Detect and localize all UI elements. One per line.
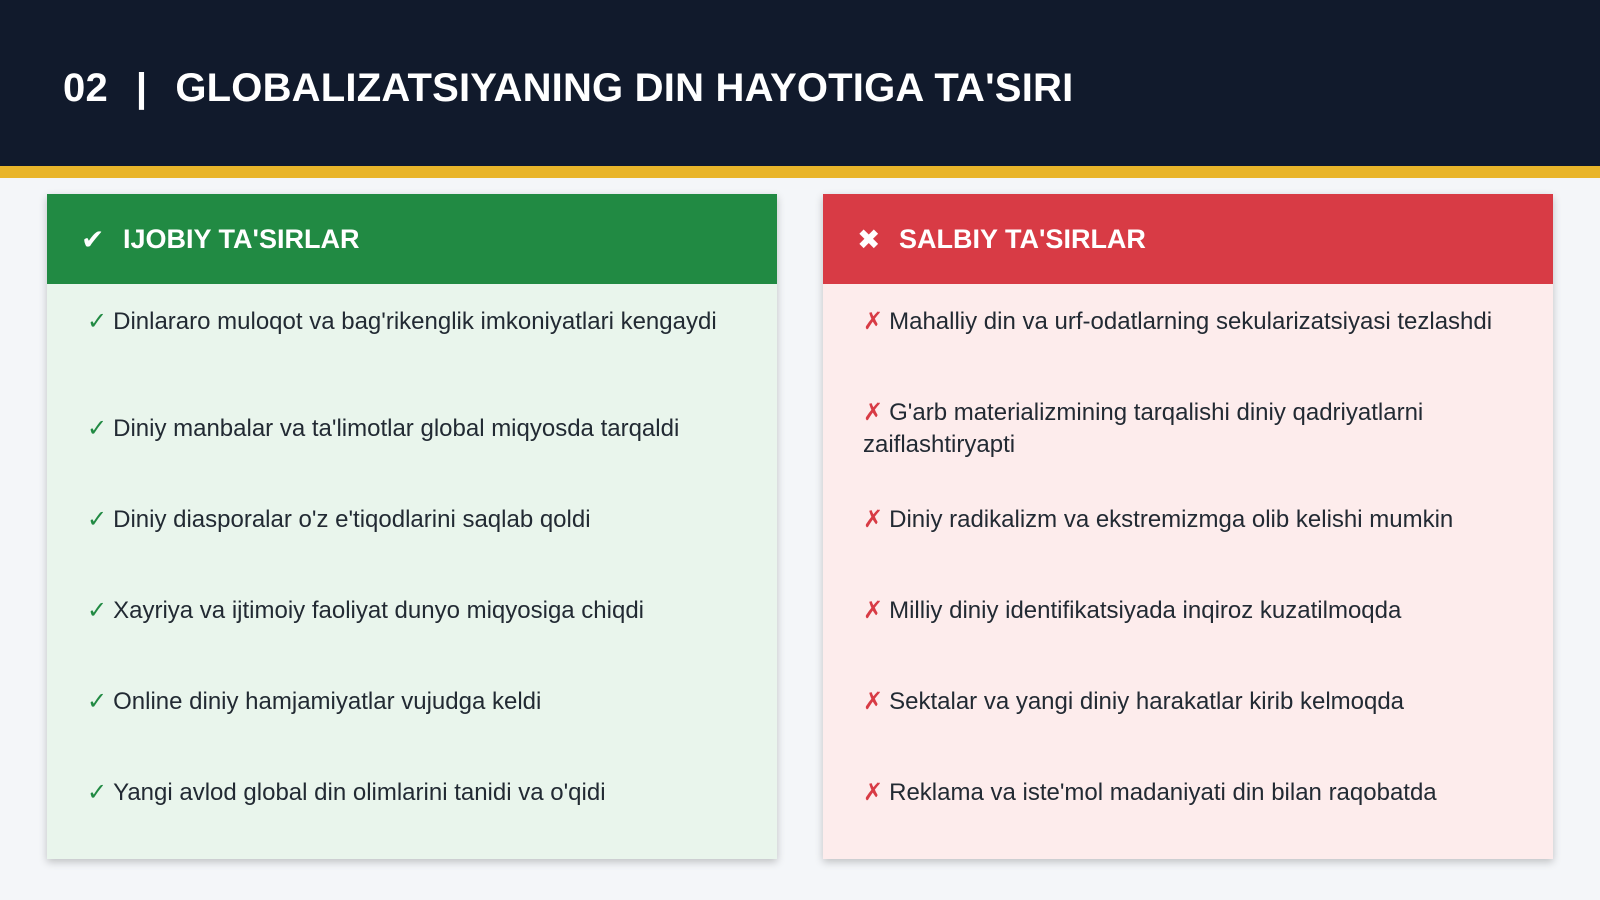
- list-item: ✗ Sektalar va yangi diniy harakatlar kirib kelmoqda: [863, 688, 1405, 715]
- check-icon: ✔: [81, 223, 105, 255]
- list-item: ✗ Milliy diniy identifikatsiyada inqiroz kuzatilmoqda: [863, 597, 1402, 624]
- x-mark-icon: ✗: [863, 399, 884, 426]
- check-mark-icon: ✓: [87, 688, 108, 715]
- check-mark-icon: ✓: [87, 415, 108, 442]
- title-separator: |: [135, 65, 148, 110]
- list-item: ✗ Mahalliy din va urf-odatlarning sekularizatsiyasi tezlashdi: [863, 308, 1493, 335]
- negative-card-header: [823, 194, 1553, 284]
- check-mark-icon: ✓: [87, 597, 108, 624]
- list-item: ✗ Diniy radikalizm va ekstremizmga olib kelishi mumkin: [863, 506, 1454, 533]
- list-item: ✓ Online diniy hamjamiyatlar vujudga keldi: [87, 688, 542, 715]
- x-mark-icon: ✗: [863, 688, 884, 715]
- check-mark-icon: ✓: [87, 779, 108, 806]
- list-item: ✓ Xayriya va ijtimoiy faoliyat dunyo miqyosiga chiqdi: [87, 597, 645, 624]
- positive-effects-card: [47, 194, 777, 859]
- x-mark-icon: ✗: [863, 506, 884, 533]
- list-item: ✓ Diniy manbalar va ta'limotlar global miqyosda tarqaldi: [87, 415, 680, 442]
- list-item: ✗ Reklama va iste'mol madaniyati din bilan raqobatda: [863, 779, 1437, 806]
- positive-card-header: [47, 194, 777, 284]
- cross-icon: ✖: [857, 223, 881, 255]
- x-mark-icon: ✗: [863, 597, 884, 624]
- title-text: GLOBALIZATSIYANING DIN HAYOTIGA TA'SIRI: [175, 65, 1074, 110]
- section-number: 02: [63, 65, 108, 110]
- list-item: ✓ Yangi avlod global din olimlarini tanidi va o'qidi: [87, 779, 606, 806]
- header-accent-stripe: [0, 166, 1600, 178]
- negative-effects-card: [823, 194, 1553, 859]
- page-title: [63, 60, 1073, 116]
- positive-card-title: IJOBIY TA'SIRLAR: [123, 223, 360, 254]
- x-mark-icon: ✗: [863, 779, 884, 806]
- list-item: ✗ G'arb materializmining tarqalishi diniy qadriyatlarni zaiflashtiryapti: [863, 399, 1424, 458]
- check-mark-icon: ✓: [87, 308, 108, 335]
- list-item: ✓ Dinlararo muloqot va bag'rikenglik imkoniyatlari kengaydi: [87, 308, 717, 335]
- negative-card-title: SALBIY TA'SIRLAR: [899, 223, 1146, 254]
- check-mark-icon: ✓: [87, 506, 108, 533]
- list-item: ✓ Diniy diasporalar o'z e'tiqodlarini saqlab qoldi: [87, 506, 591, 533]
- x-mark-icon: ✗: [863, 308, 884, 335]
